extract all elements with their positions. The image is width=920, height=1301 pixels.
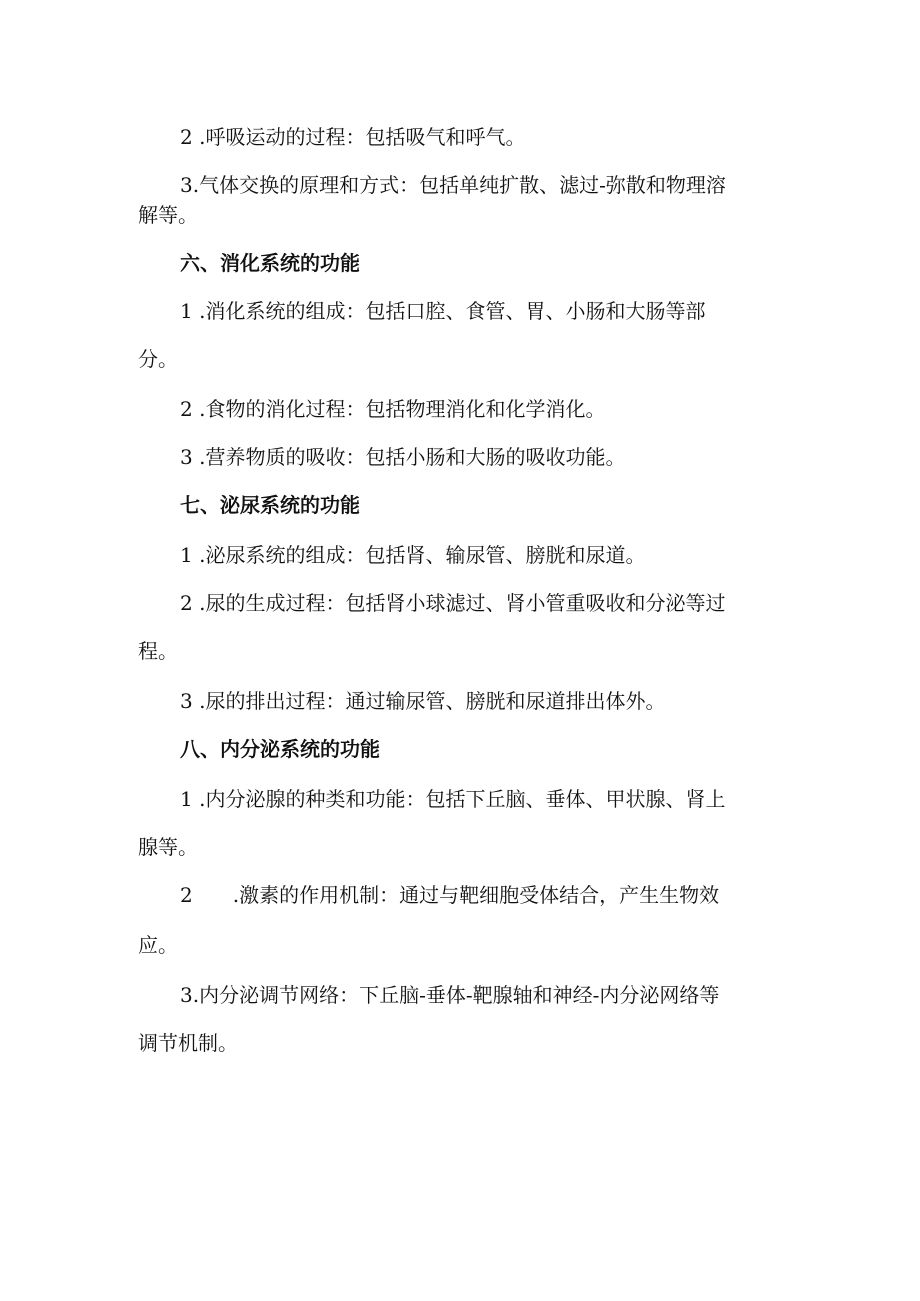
section-heading-urinary: 七、泌尿系统的功能	[180, 493, 360, 517]
endocrine-item-2-line-2: 应。	[138, 933, 178, 957]
endocrine-item-2-text: .激素的作用机制：通过与靶细胞受体结合，产生生物效	[232, 883, 720, 907]
endocrine-item-2-number: 2	[180, 883, 193, 907]
urinary-item-2-line-2: 程。	[138, 639, 178, 663]
endocrine-item-1-line-1: 1 .内分泌腺的种类和功能：包括下丘脑、垂体、甲状腺、肾上	[180, 787, 726, 811]
urinary-item-3: 3 .尿的排出过程：通过输尿管、膀胱和尿道排出体外。	[180, 689, 666, 713]
urinary-item-2-line-1: 2 .尿的生成过程：包括肾小球滤过、肾小管重吸收和分泌等过	[180, 591, 726, 615]
digestive-item-1-line-1: 1 .消化系统的组成：包括口腔、食管、胃、小肠和大肠等部	[180, 299, 706, 323]
endocrine-item-3-line-1: 3.内分泌调节网络：下丘脑-垂体-靶腺轴和神经-内分泌网络等	[180, 983, 720, 1007]
endocrine-item-3-line-2: 调节机制。	[138, 1031, 238, 1055]
endocrine-item-2-line-1	[0, 882, 920, 908]
respiratory-item-3-line-2: 解等。	[138, 203, 198, 227]
digestive-item-3: 3 .营养物质的吸收：包括小肠和大肠的吸收功能。	[180, 445, 626, 469]
section-heading-endocrine: 八、内分泌系统的功能	[180, 737, 380, 761]
respiratory-item-3-line-1: 3.气体交换的原理和方式：包括单纯扩散、滤过-弥散和物理溶	[180, 173, 726, 197]
endocrine-item-1-line-2: 腺等。	[138, 835, 198, 859]
section-heading-digestive: 六、消化系统的功能	[180, 251, 360, 275]
digestive-item-1-line-2: 分。	[138, 347, 178, 371]
digestive-item-2: 2 .食物的消化过程：包括物理消化和化学消化。	[180, 397, 606, 421]
respiratory-item-2: 2 .呼吸运动的过程：包括吸气和呼气。	[180, 125, 526, 149]
urinary-item-1: 1 .泌尿系统的组成：包括肾、输尿管、膀胱和尿道。	[180, 543, 646, 567]
